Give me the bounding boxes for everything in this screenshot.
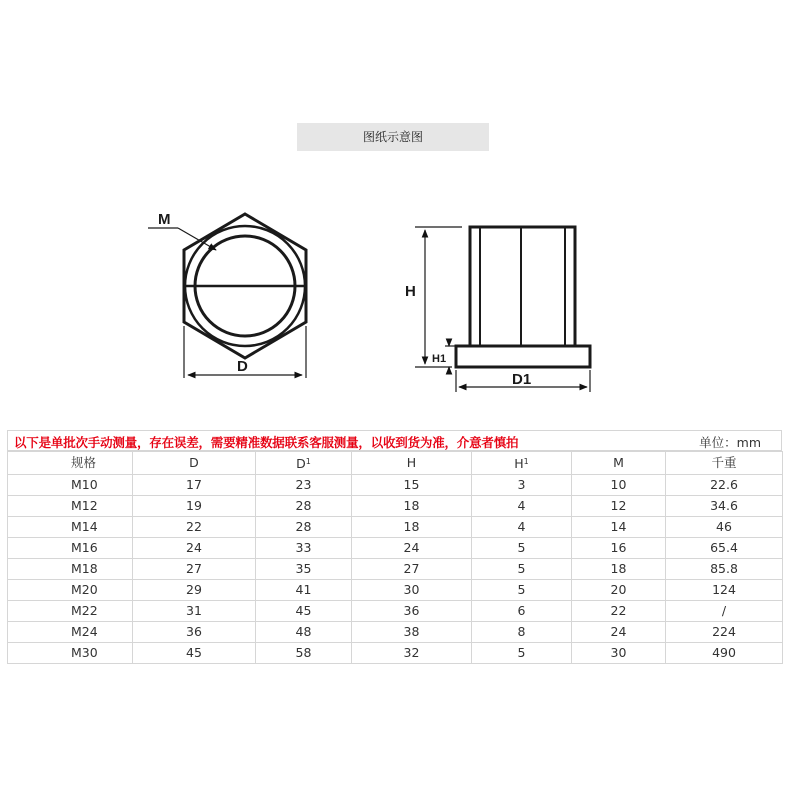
column-header: [666, 452, 783, 475]
column-header-text: H: [514, 456, 524, 471]
table-cell: 24: [572, 622, 666, 643]
table-cell: M22: [8, 601, 133, 622]
column-header-text: M: [613, 455, 624, 470]
table-cell: 27: [133, 559, 256, 580]
table-cell: 5: [472, 559, 572, 580]
table-cell: M12: [8, 496, 133, 517]
table-cell: 24: [133, 538, 256, 559]
table-cell: M14: [8, 517, 133, 538]
column-header: [133, 452, 256, 475]
table-cell: 14: [572, 517, 666, 538]
spec-table: [7, 451, 783, 664]
table-cell: 4: [472, 517, 572, 538]
table-cell: 224: [666, 622, 783, 643]
table-cell: 23: [256, 475, 352, 496]
drawing-title: 图纸示意图: [297, 123, 489, 151]
table-row: [8, 517, 783, 538]
label-h: H: [405, 283, 416, 300]
table-cell: 30: [572, 643, 666, 664]
table-cell: 6: [472, 601, 572, 622]
table-row: [8, 622, 783, 643]
table-cell: 36: [133, 622, 256, 643]
table-cell: 12: [572, 496, 666, 517]
notice-row: [7, 430, 782, 451]
table-cell: 31: [133, 601, 256, 622]
table-cell: 17: [133, 475, 256, 496]
label-d: D: [237, 358, 248, 375]
table-cell: 8: [472, 622, 572, 643]
table-row: [8, 538, 783, 559]
table-cell: 18: [352, 517, 472, 538]
table-cell: 5: [472, 538, 572, 559]
label-h1: H1: [432, 353, 447, 365]
unit-label: 单位：mm: [699, 435, 761, 450]
table-cell: M30: [8, 643, 133, 664]
table-cell: 36: [352, 601, 472, 622]
table-cell: 48: [256, 622, 352, 643]
table-cell: 38: [352, 622, 472, 643]
table-cell: 24: [352, 538, 472, 559]
column-header-text: D: [189, 455, 199, 470]
table-cell: 18: [572, 559, 666, 580]
table-cell: 3: [472, 475, 572, 496]
table-cell: 35: [256, 559, 352, 580]
column-header: [352, 452, 472, 475]
table-cell: M10: [8, 475, 133, 496]
table-cell: 22: [133, 517, 256, 538]
table-cell: M24: [8, 622, 133, 643]
side-view: [456, 227, 590, 367]
table-cell: 41: [256, 580, 352, 601]
column-header-text: 千重: [711, 455, 737, 470]
table-row: [8, 475, 783, 496]
table-cell: 33: [256, 538, 352, 559]
column-header: [572, 452, 666, 475]
table-cell: 19: [133, 496, 256, 517]
column-header-text: D: [296, 456, 306, 471]
table-header-row: [8, 452, 783, 475]
table-row: [8, 601, 783, 622]
table-cell: 490: [666, 643, 783, 664]
table-cell: 32: [352, 643, 472, 664]
table-cell: 16: [572, 538, 666, 559]
hex-front-view: [184, 214, 306, 358]
table-cell: 5: [472, 580, 572, 601]
table-cell: 4: [472, 496, 572, 517]
table-cell: 10: [572, 475, 666, 496]
table-cell: M20: [8, 580, 133, 601]
table-cell: 27: [352, 559, 472, 580]
table-cell: 65.4: [666, 538, 783, 559]
column-header-subscript: 1: [305, 457, 311, 466]
label-d1: D1: [512, 371, 532, 388]
table-cell: 85.8: [666, 559, 783, 580]
table-cell: 22.6: [666, 475, 783, 496]
column-header-text: H: [406, 455, 417, 470]
table-cell: 45: [256, 601, 352, 622]
table-cell: 30: [352, 580, 472, 601]
table-cell: 20: [572, 580, 666, 601]
table-cell: 15: [352, 475, 472, 496]
table-cell: 58: [256, 643, 352, 664]
table-cell: 5: [472, 643, 572, 664]
column-header-subscript: 1: [523, 457, 529, 466]
table-cell: 29: [133, 580, 256, 601]
table-cell: 28: [256, 517, 352, 538]
column-header: [8, 452, 133, 475]
table-cell: M16: [8, 538, 133, 559]
column-header: [472, 452, 572, 475]
table-cell: 34.6: [666, 496, 783, 517]
label-m: M: [158, 211, 171, 228]
table-cell: 18: [352, 496, 472, 517]
table-cell: 46: [666, 517, 783, 538]
column-header-text: 规格: [71, 455, 97, 470]
table-cell: 28: [256, 496, 352, 517]
table-row: [8, 643, 783, 664]
table-row: [8, 496, 783, 517]
table-cell: 22: [572, 601, 666, 622]
measurement-notice: 以下是单批次手动测量，存在误差，需要精准数据联系客服测量，以收到货为准，介意者慎拍: [14, 435, 519, 450]
table-row: [8, 559, 783, 580]
table-cell: M18: [8, 559, 133, 580]
column-header: [256, 452, 352, 475]
table-row: [8, 580, 783, 601]
table-cell: /: [666, 601, 783, 622]
table-cell: 124: [666, 580, 783, 601]
table-cell: 45: [133, 643, 256, 664]
